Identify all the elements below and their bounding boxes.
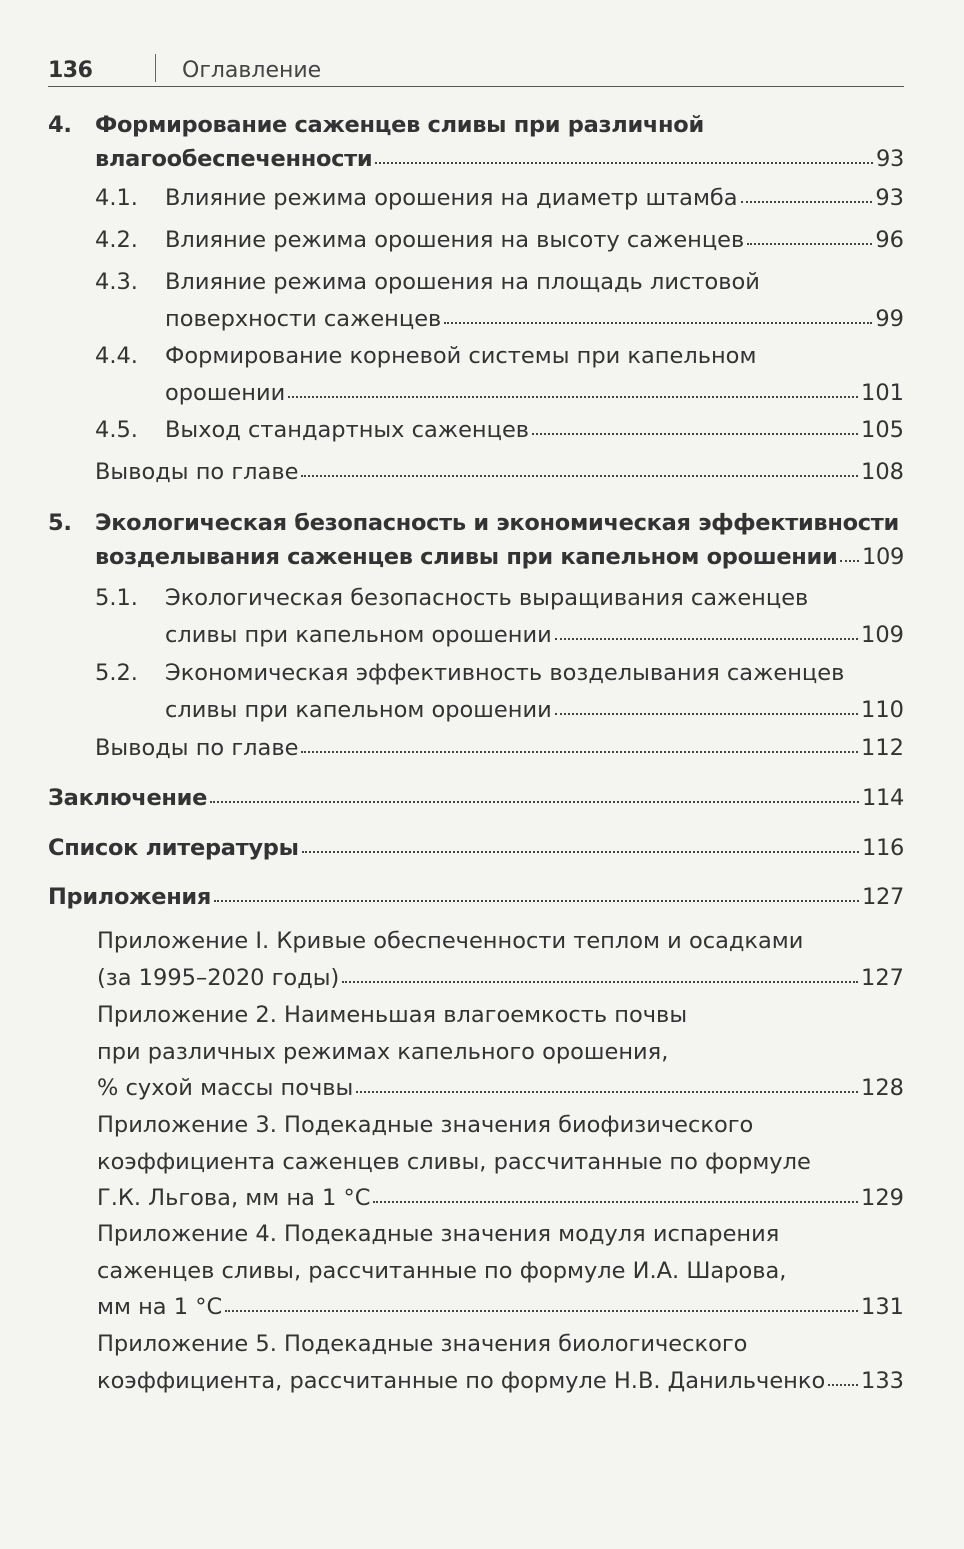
dot-leader xyxy=(840,560,858,562)
toc-entry-number: 4.4. xyxy=(95,343,138,369)
toc-entry-number: 4.1. xyxy=(95,185,138,211)
toc-entry-title-line: влагообеспеченности xyxy=(95,146,373,172)
toc-entry-number: 4.3. xyxy=(95,269,138,295)
toc-entry-title-line: возделывания саженцев сливы при капельном орошении xyxy=(95,544,838,570)
dot-leader xyxy=(373,1201,858,1203)
toc-entry-title-line: (за 1995–2020 годы) xyxy=(97,964,340,991)
toc-entry-number: 4.5. xyxy=(95,417,138,443)
toc-entry-title-line: Г.К. Льгова, мм на 1 °С xyxy=(97,1185,371,1211)
toc-entry-title-line: Влияние режима орошения на высоту саженцев xyxy=(165,227,745,253)
toc-entry-title-line: Экологическая безопасность и экономическая эффективности xyxy=(95,510,900,536)
toc-entry-title-line: Выход стандартных саженцев xyxy=(165,417,530,443)
toc-entry-title-line: Выводы по главе xyxy=(95,735,299,761)
page-number: 136 xyxy=(48,58,93,83)
dot-leader xyxy=(555,713,858,715)
dot-leader xyxy=(214,900,859,902)
dot-leader xyxy=(747,243,872,245)
toc-page-number: 109 xyxy=(861,622,904,648)
dot-leader xyxy=(288,396,858,398)
toc-page-number: 112 xyxy=(861,735,904,761)
header-divider xyxy=(155,54,156,82)
toc-entry-title-line: Экологическая безопасность выращивания саженцев xyxy=(165,585,809,611)
toc-entry-title-line: Формирование саженцев сливы при различной xyxy=(95,112,704,138)
toc-entry-number: 4. xyxy=(48,112,72,138)
toc-page-number: 116 xyxy=(861,835,904,861)
toc-entry-title-line: Приложения xyxy=(48,884,212,910)
header-title: Оглавление xyxy=(182,58,322,83)
toc-entry-number: 4.2. xyxy=(95,227,138,253)
toc-entry-title-line: Влияние режима орошения на площадь листовой xyxy=(165,269,760,295)
toc-entry-title-line: Заключение xyxy=(48,785,208,811)
toc-entry-title-line: Выводы по главе xyxy=(95,459,299,485)
toc-entry-number: 5. xyxy=(48,510,72,536)
toc-entry-title-line: поверхности саженцев xyxy=(165,306,442,332)
toc-page-number: 96 xyxy=(875,227,904,253)
toc-page-number: 93 xyxy=(875,185,904,211)
dot-leader xyxy=(375,162,873,164)
toc-page-number: 99 xyxy=(875,306,904,332)
running-header xyxy=(48,52,904,87)
toc-entry-title-line: Экономическая эффективность возделывания саженцев xyxy=(165,660,845,686)
toc-entry-title-line: сливы при капельном орошении xyxy=(165,697,552,723)
toc-entry-title-line: Приложение 5. Подекадные значения биологического xyxy=(97,1331,748,1357)
toc-entry-title-line: коэффициента саженцев сливы, рассчитанные по формуле xyxy=(97,1148,811,1175)
toc-page-number: 127 xyxy=(861,884,904,910)
toc-page-number: 109 xyxy=(861,544,904,570)
toc-page-number: 110 xyxy=(861,697,904,723)
dot-leader xyxy=(225,1310,858,1312)
toc-entry-title-line: Список литературы xyxy=(48,835,299,861)
toc-entry-number: 5.2. xyxy=(95,660,138,686)
toc-page-number: 131 xyxy=(861,1294,904,1320)
toc-entry-title-line: сливы при капельном орошении xyxy=(165,622,552,648)
dot-leader xyxy=(444,322,872,324)
toc-entry-title-line: Приложение 3. Подекадные значения биофизического xyxy=(97,1112,754,1138)
toc-entry-title-line: саженцев сливы, рассчитанные по формуле И.А. Шарова, xyxy=(97,1257,787,1284)
toc-page-number: 101 xyxy=(861,380,904,406)
toc-page-number: 133 xyxy=(861,1367,904,1394)
toc-page-number: 93 xyxy=(875,146,904,172)
dot-leader xyxy=(828,1384,858,1386)
toc-entry-title-line: Влияние режима орошения на диаметр штамба xyxy=(165,185,738,211)
dot-leader xyxy=(555,638,858,640)
dot-leader xyxy=(301,751,858,753)
dot-leader xyxy=(741,201,873,203)
dot-leader xyxy=(210,801,859,803)
toc-page-number: 105 xyxy=(861,417,904,443)
toc-page-number: 128 xyxy=(861,1075,904,1101)
toc-entry-number: 5.1. xyxy=(95,585,138,611)
toc-entry-title-line: % сухой массы почвы xyxy=(97,1075,354,1101)
toc-entry-title-line: Приложение 4. Подекадные значения модуля испарения xyxy=(97,1221,780,1247)
toc-entry-title-line: Приложение 2. Наименьшая влагоемкость почвы xyxy=(97,1002,688,1028)
toc-page-number: 127 xyxy=(861,964,904,991)
toc-entry-title-line: Приложение I. Кривые обеспеченности теплом и осадками xyxy=(97,928,804,954)
dot-leader xyxy=(356,1091,858,1093)
toc-page-number: 114 xyxy=(861,785,904,811)
toc-entry-title-line: мм на 1 °С xyxy=(97,1294,223,1320)
toc-entry-title-line: коэффициента, рассчитанные по формуле Н.В. Данильченко xyxy=(97,1367,826,1394)
toc-entry-title-line: Формирование корневой системы при капельном xyxy=(165,343,757,369)
dot-leader xyxy=(342,981,858,983)
toc-page-number: 129 xyxy=(861,1185,904,1211)
toc-entry-title-line: орошении xyxy=(165,380,286,406)
toc-page-number: 108 xyxy=(861,459,904,485)
dot-leader xyxy=(301,475,858,477)
toc-entry-title-line: при различных режимах капельного орошения, xyxy=(97,1038,669,1065)
dot-leader xyxy=(532,433,858,435)
dot-leader xyxy=(302,851,859,853)
